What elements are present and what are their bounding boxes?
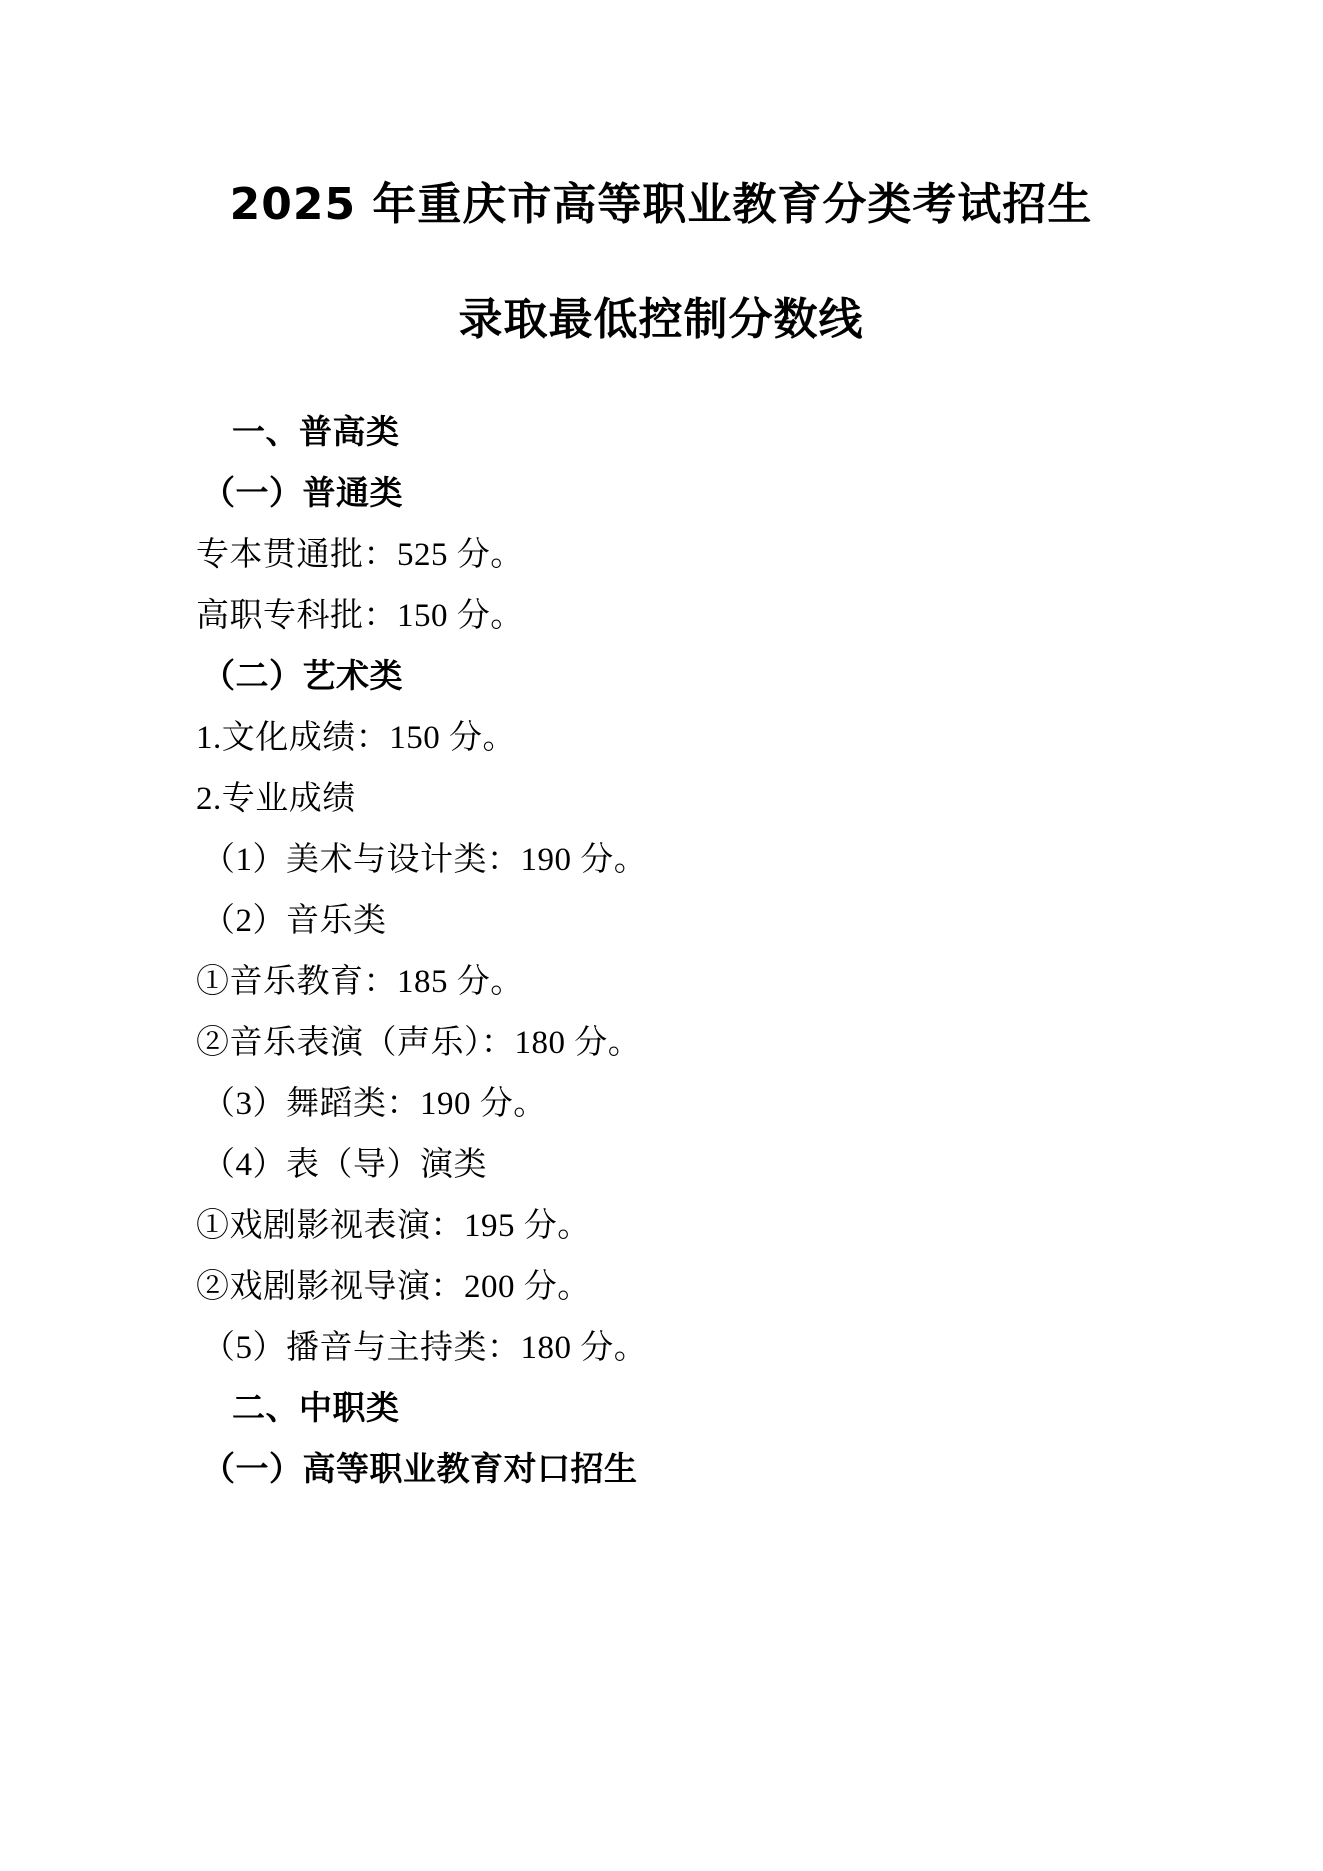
score-line-drama-film-acting: ①戏剧影视表演：195 分。 [196, 1208, 591, 1245]
subsection-heading-arts: （二）艺术类 [202, 659, 403, 696]
subsection-heading-vocational-matched: （一）高等职业教育对口招生 [202, 1452, 638, 1489]
score-line-music-education: ①音乐教育：185 分。 [196, 964, 524, 1001]
score-line-music-label: （2）音乐类 [202, 903, 387, 940]
score-line-zhuanbenguantong: 专本贯通批：525 分。 [196, 537, 524, 574]
score-line-arts-major-label: 2.专业成绩 [196, 781, 356, 818]
section-heading-zhongzhi-lei: 二、中职类 [232, 1391, 400, 1428]
document-title-line-1: 2025 年重庆市高等职业教育分类考试招生 [229, 179, 1093, 230]
section-heading-putong-lei: 一、普高类 [232, 415, 400, 452]
score-line-broadcasting-hosting: （5）播音与主持类：180 分。 [202, 1330, 648, 1367]
score-line-fine-arts-design: （1）美术与设计类：190 分。 [202, 842, 648, 879]
document-body [196, 180, 1126, 1501]
score-line-gaozhizhuanke: 高职专科批：150 分。 [196, 598, 524, 635]
score-line-dance: （3）舞蹈类：190 分。 [202, 1086, 547, 1123]
score-line-acting-directing-label: （4）表（导）演类 [202, 1147, 487, 1184]
subsection-heading-general: （一）普通类 [202, 476, 403, 513]
score-line-list [196, 403, 1126, 1501]
score-line-music-performance: ②音乐表演（声乐）：180 分。 [196, 1025, 642, 1062]
score-line-arts-culture: 1.文化成绩：150 分。 [196, 720, 516, 757]
document-title-line-2: 录取最低控制分数线 [458, 293, 864, 345]
score-line-drama-film-directing: ②戏剧影视导演：200 分。 [196, 1269, 591, 1306]
